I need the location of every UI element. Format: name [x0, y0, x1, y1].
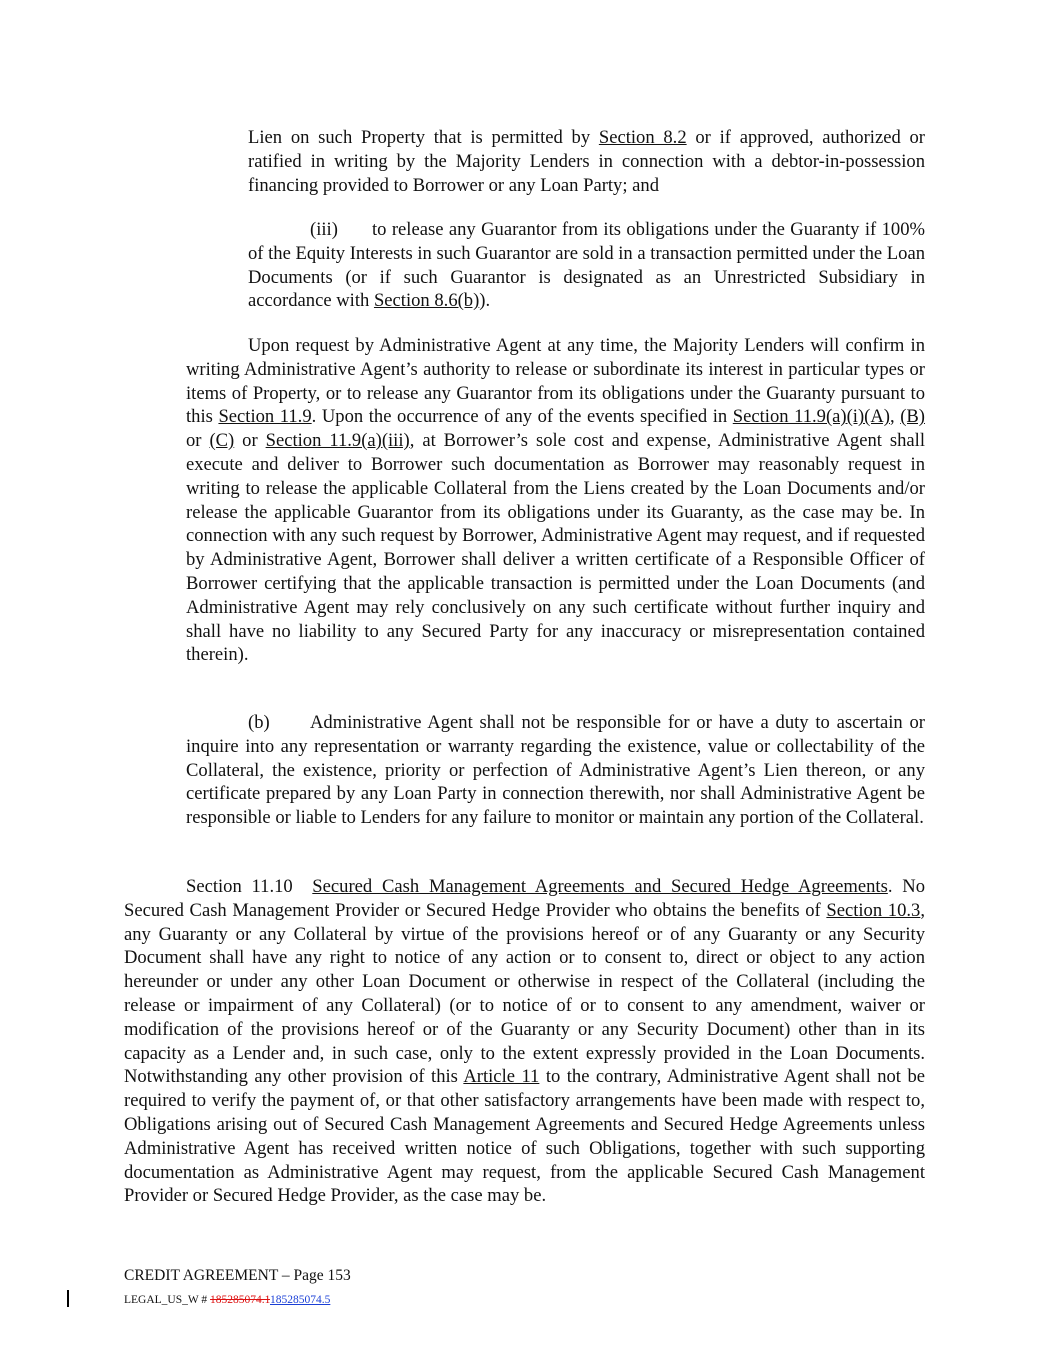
footer-page-label: CREDIT AGREEMENT – Page 153 — [124, 1267, 351, 1284]
paragraph-upon-request — [186, 334, 925, 667]
section-number: Section 11.10 — [186, 876, 293, 897]
text: . Upon the occurrence of any of the events specified in — [311, 406, 733, 428]
section-link[interactable]: Section 8.6(b) — [373, 290, 480, 312]
text: Administrative Agent shall not be responsible for or have a duty to ascertain or inquire into any representation or warranty regarding the existence, value or collectability of the Collateral, the existence, priority or perfection of Administrative Agent’s Lien thereon, or any certificate prepared by any Loan Party in connection therewith, nor shall Administrative Agent be responsible or liable to Lenders for any failure to monitor or maintain any portion of the Collateral. — [186, 712, 925, 829]
text: , — [889, 406, 901, 428]
text: to the contrary, Administrative Agent shall not be required to verify the payment of, or that other satisfactory arrangements have been made with respect to, Obligations arising out of Secured Cash Management Agreements and Secured Hedge Agreements unless Administrative Agent has received written notice of such Obligations, together with such supporting documentation as Administrative Agent may request, from the applicable Secured Cash Management Provider or Secured Hedge Provider, as the case may be. — [124, 1066, 925, 1207]
paragraph-clause-iii — [248, 218, 925, 313]
clause-label: (b) — [248, 712, 270, 733]
text: or — [186, 430, 210, 452]
article-link[interactable]: Article 11 — [463, 1066, 540, 1088]
paragraph-section-11-10 — [124, 875, 925, 1208]
clause-label: (iii) — [310, 219, 338, 240]
text: ). — [479, 290, 491, 312]
section-link[interactable]: Section 8.2 — [598, 127, 687, 148]
section-link[interactable]: Section 11.9(a)(iii) — [265, 430, 410, 452]
text: , at Borrower’s sole cost and expense, Administrative Agent shall execute and deliver to Borrower such documentation as Borrower may reasonably request in writing to release the applicable Collateral from the Liens created by the Loan Documents and/or release the applicable Guarantor from its obligations under its Guaranty, as the case may be. In connection with any such request by Borrower, Administrative Agent may request, and if requested by Administrative Agent, Borrower shall deliver a written certificate of a Responsible Officer of Borrower certifying that the applicable transaction is permitted under the Loan Documents (and Administrative Agent may rely conclusively on any such certificate without further inquiry and shall have no liability to any Secured Party for any inaccuracy or misrepresentation contained therein). — [186, 430, 925, 666]
text: Lien on such Property that is permitted by — [248, 127, 599, 148]
text: . No Secured Cash Management Provider or Secured Hedge Provider who obtains the benefits of — [124, 876, 925, 921]
doc-id-prefix: LEGAL_US_W # — [124, 1294, 211, 1306]
text: , any Guaranty or any Collateral by virtue of the provisions hereof or of any Guaranty or any Security Document shall have any right to notice of any action or to consent to, direct or object to any action hereunder or under any other Loan Document or otherwise in respect of the Collateral (including the release or impairment of any Collateral) (or to notice of or to consent to any amendment, waiver or modification of the provisions hereof or of the Guaranty or any Security Document) other than in its capacity as a Lender and, in such case, only to the extent expressly provided in the Loan Documents. Notwithstanding any other provision of this — [124, 899, 925, 1088]
text: or — [234, 430, 266, 452]
paragraph-clause-b — [186, 711, 925, 830]
section-heading: Secured Cash Management Agreements and Secured Hedge Agreements — [312, 876, 888, 897]
section-link[interactable]: Section 11.9(a)(i)(A) — [732, 406, 890, 428]
text: to release any Guarantor from its obligations under the Guaranty if 100% of the Equity Interests in such Guarantor are sold in a transaction permitted under the Loan Documents (or if such Guarantor is designated as an Unrestricted Subsidiary in accordance with — [248, 219, 925, 312]
text: or if approved, authorized or ratified in writing by the Majority Lenders in connection with a debtor-in-possession financing provided to Borrower or any Loan Party; and — [248, 127, 925, 196]
inserted-doc-id: 185285074.5 — [269, 1294, 331, 1306]
text: Upon request by Administrative Agent at any time, the Majority Lenders will confirm in writing Administrative Agent’s authority to release or subordinate its interest in particular types or items of Property, or to release any Guarantor from its obligations under the Guaranty pursuant to this — [186, 335, 925, 428]
deleted-doc-id: 185285074.1 — [210, 1294, 270, 1306]
change-bar — [67, 1290, 69, 1307]
section-link[interactable]: Section 10.3 — [826, 899, 921, 921]
section-link[interactable]: (B) — [900, 406, 925, 428]
section-link[interactable]: Section 11.9 — [218, 406, 312, 428]
footer-doc-id — [124, 1293, 330, 1307]
section-link[interactable]: (C) — [209, 430, 235, 452]
paragraph-lien-continuation — [248, 126, 925, 197]
